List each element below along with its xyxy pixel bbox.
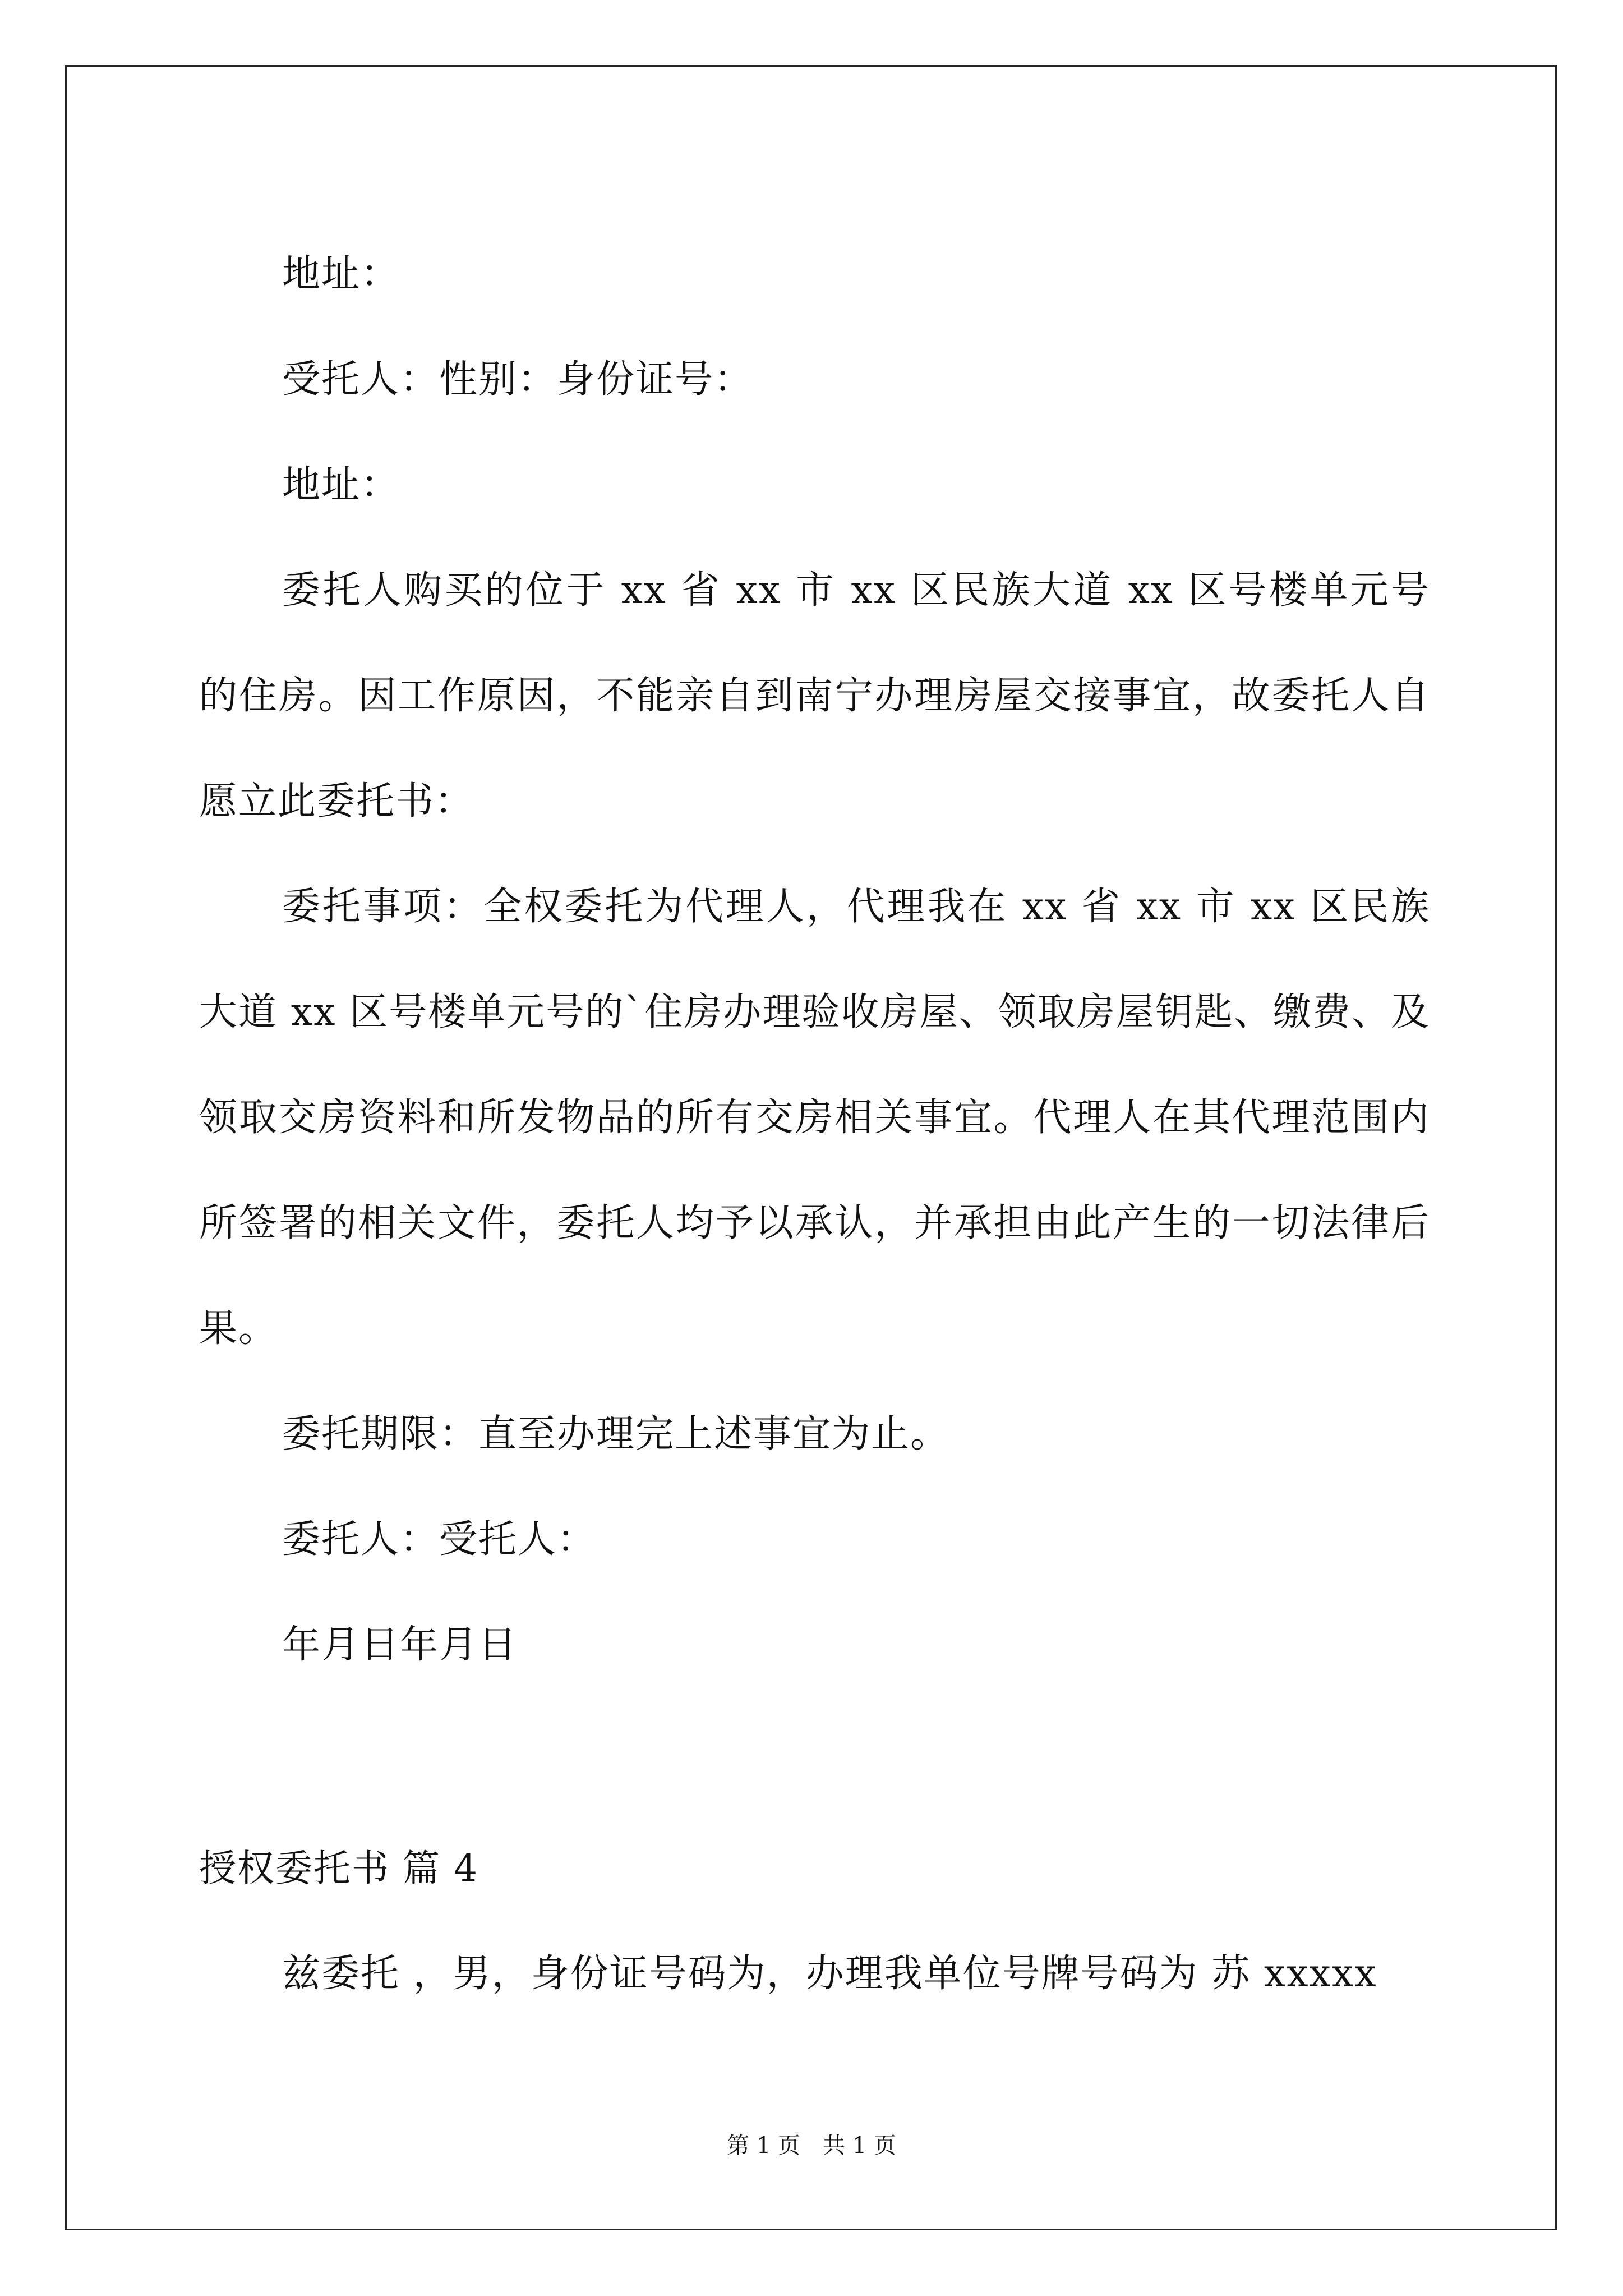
paragraph-trustee-info: 受托人：性别：身份证号： — [282, 357, 754, 402]
paragraph-entrusted-matters: 委托事项：全权委托为代理人，代理我在 xx 省 xx 市 xx 区民族大道 xx 区号楼单元号的`住房办理验收房屋、领取房屋钥匙、缴费、及领取交房资料和所发物品的所有交房相关事宜。代理人在其代理范围内所签署的相关文件，委托人均予以承认，并承担由此产生的一切法律后果。 — [199, 885, 1430, 1351]
page-number: 第 1 页 — [727, 2133, 800, 2159]
paragraph-dates: 年月日年月日 — [282, 1623, 518, 1667]
paragraph-address-1: 地址： — [282, 252, 400, 296]
paragraph-address-2: 地址： — [282, 463, 400, 507]
page-total: 共 1 页 — [823, 2133, 896, 2159]
paragraph-signatures: 委托人：受托人： — [282, 1517, 597, 1562]
section-heading: 授权委托书 篇 4 — [199, 1847, 478, 1890]
paragraph-purchase-info: 委托人购买的位于 xx 省 xx 市 xx 区民族大道 xx 区号楼单元号的住房。因工作原因，不能亲自到南宁办理房屋交接事宜，故委托人自愿立此委托书： — [199, 568, 1430, 823]
page-footer — [0, 2129, 1623, 2162]
paragraph-entrustment-period: 委托期限：直至办理完上述事宜为止。 — [282, 1412, 950, 1456]
paragraph-new-entrustment: 兹委托 ，男，身份证号码为，办理我单位号牌号码为 苏 xxxxx — [282, 1952, 1377, 1996]
document-body — [199, 222, 1430, 2027]
